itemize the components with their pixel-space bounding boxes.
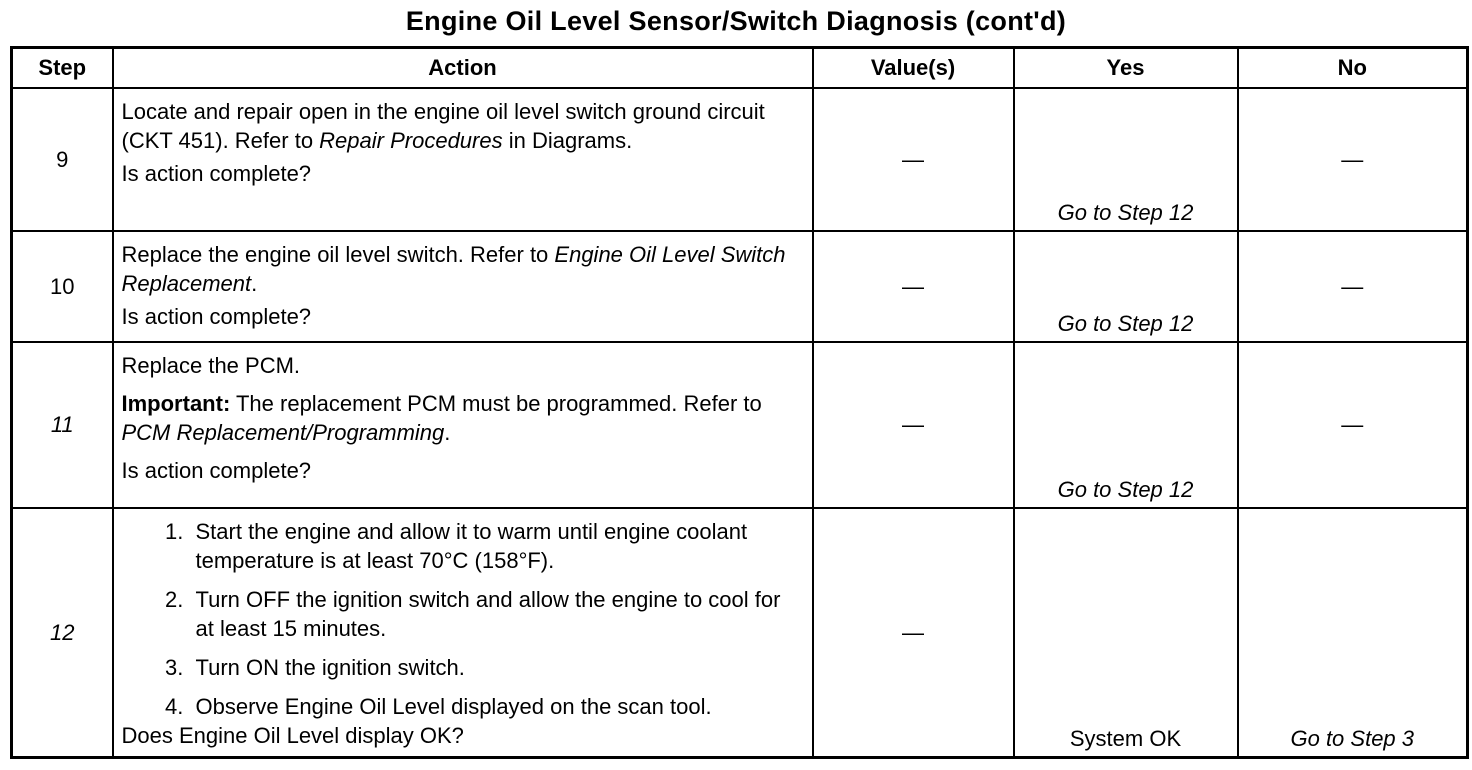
value-cell: — <box>813 231 1014 342</box>
diagnosis-table <box>10 46 1469 759</box>
action-text: Replace the engine oil level switch. Refer to Engine Oil Level Switch Replacement. <box>121 242 786 296</box>
header-yes: Yes <box>1014 48 1238 89</box>
procedure-list <box>122 517 804 721</box>
action-cell <box>113 508 813 758</box>
important-label: Important: <box>121 391 231 416</box>
repair-procedures-ref: Repair Procedures <box>319 128 503 153</box>
action-cell <box>113 88 813 231</box>
switch-replacement-ref: Engine Oil Level Switch Replacement <box>121 242 786 296</box>
step-number: 10 <box>12 231 113 342</box>
important-note: Important: The replacement PCM must be programmed. Refer to PCM Replacement/Programming. <box>121 391 762 445</box>
list-item: 1. Start the engine and allow it to warm until engine coolant temperature is at least 70°C (158°F). <box>190 517 804 575</box>
header-row <box>12 48 1468 89</box>
action-question: Is action complete? <box>121 458 312 483</box>
header-action: Action <box>113 48 813 89</box>
yes-cell: System OK <box>1014 508 1238 758</box>
yes-cell: Go to Step 12 <box>1014 231 1238 342</box>
no-cell: Go to Step 3 <box>1238 508 1468 758</box>
yes-cell: Go to Step 12 <box>1014 342 1238 508</box>
value-cell: — <box>813 508 1014 758</box>
list-item: 2. Turn OFF the ignition switch and allow the engine to cool for at least 15 minutes. <box>190 585 804 643</box>
no-cell: — <box>1238 88 1468 231</box>
yes-cell: Go to Step 12 <box>1014 88 1238 231</box>
no-cell: — <box>1238 231 1468 342</box>
list-item: 4. Observe Engine Oil Level displayed on the scan tool. <box>190 692 804 721</box>
action-question: Is action complete? <box>121 161 312 186</box>
table-row-step-10 <box>12 231 1468 342</box>
pcm-programming-ref: PCM Replacement/Programming <box>121 420 445 445</box>
table-row-step-11 <box>12 342 1468 508</box>
page-title: Engine Oil Level Sensor/Switch Diagnosis (cont'd) <box>405 6 1067 36</box>
list-item: 3. Turn ON the ignition switch. <box>190 653 804 682</box>
no-cell: — <box>1238 342 1468 508</box>
step-number: 11 <box>12 342 113 508</box>
action-cell <box>113 342 813 508</box>
action-text: Locate and repair open in the engine oil level switch ground circuit (CKT 451). Refer to Repair Procedures in Diagrams. <box>121 99 765 153</box>
value-cell: — <box>813 88 1014 231</box>
action-question: Is action complete? <box>121 304 312 329</box>
step-number: 12 <box>12 508 113 758</box>
table-row-step-9 <box>12 88 1468 231</box>
step-number: 9 <box>12 88 113 231</box>
value-cell: — <box>813 342 1014 508</box>
header-values: Value(s) <box>813 48 1014 89</box>
header-step: Step <box>12 48 113 89</box>
action-cell <box>113 231 813 342</box>
table-row-step-12 <box>12 508 1468 758</box>
header-no: No <box>1238 48 1468 89</box>
action-question: Does Engine Oil Level display OK? <box>121 723 464 748</box>
action-text: Replace the PCM. <box>121 353 301 378</box>
